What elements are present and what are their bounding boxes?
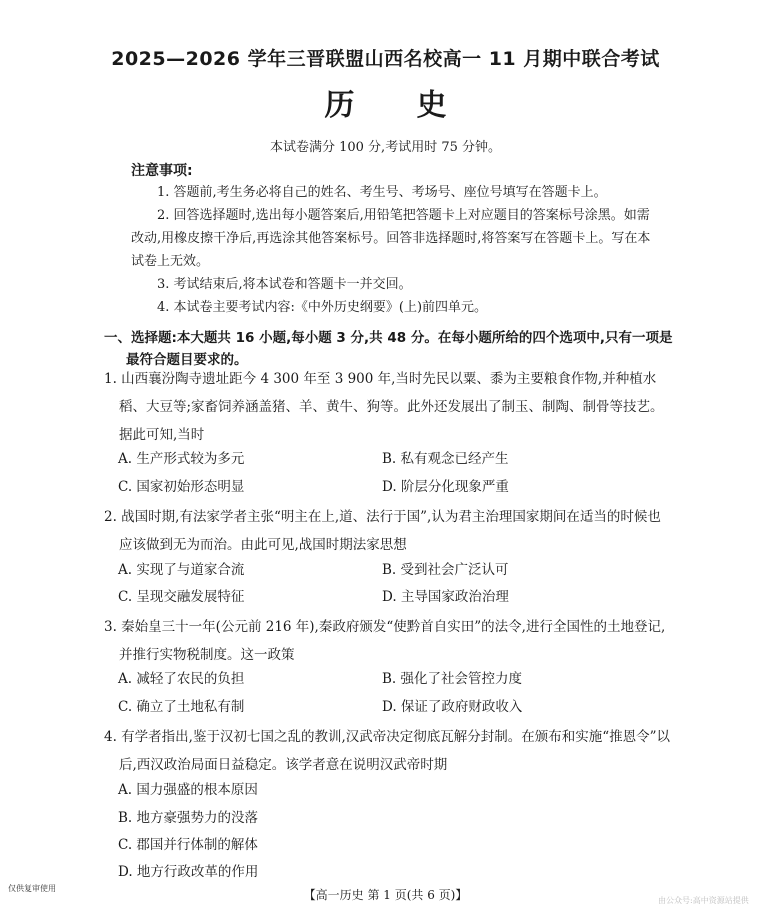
option-a: A. 实现了与道家合流 xyxy=(118,562,245,578)
exam-info: 本试卷满分 100 分,考试用时 75 分钟。 xyxy=(269,140,502,155)
notice-item: 2. 回答选择题时,选出每小题答案后,用铅笔把答题卡上对应题目的答案标号涂黑。如需改动,用橡皮擦干净后,再选涂其他答案标号。回答非选择题时,将答案写在答题卡上。写在本试卷上无效。 xyxy=(131,208,651,269)
option-c: C. 确立了土地私有制 xyxy=(118,699,245,715)
question-3 xyxy=(104,613,674,669)
option-d: D. 阶层分化现象严重 xyxy=(382,479,509,495)
question-stem: 2. 战国时期,有法家学者主张“明主在上,道、法行于国”,认为君主治理国家期间在适当的时候也应该做到无为而治。由此可见,战国时期法家思想 xyxy=(104,509,661,553)
option-a: A. 生产形式较为多元 xyxy=(118,451,245,467)
exam-title: 2025—2026 学年三晋联盟山西名校高一 11 月期中联合考试 xyxy=(111,48,660,70)
option-b: B. 私有观念已经产生 xyxy=(382,451,509,467)
question-stem: 1. 山西襄汾陶寺遗址距今 4 300 年至 3 900 年,当时先民以粟、黍为主要粮食作物,并种植水稻、大豆等;家畜饲养涵盖猪、羊、黄牛、狗等。此外还发展出了制玉、制陶、制骨等技艺。据此可知,当时 xyxy=(104,371,664,443)
notice-item: 3. 考试结束后,将本试卷和答题卡一并交回。 xyxy=(157,277,412,292)
option-b: B. 强化了社会管控力度 xyxy=(382,671,523,687)
section-heading-line1: 一、选择题:本大题共 16 小题,每小题 3 分,共 48 分。在每小题所给的四个选项中,只有一项是 xyxy=(104,330,673,346)
review-note: 仅供复审使用 xyxy=(8,884,56,893)
section-heading-line2: 最符合题目要求的。 xyxy=(126,352,248,368)
option-d: D. 保证了政府财政收入 xyxy=(382,699,523,715)
subject-title: 历史 xyxy=(324,88,509,123)
question-stem: 4. 有学者指出,鉴于汉初七国之乱的教训,汉武帝决定彻底瓦解分封制。在颁布和实施“推恩令”以后,西汉政治局面日益稳定。该学者意在说明汉武帝时期 xyxy=(104,729,671,773)
option-b: B. 地方豪强势力的没落 xyxy=(118,810,259,826)
question-stem: 3. 秦始皇三十一年(公元前 216 年),秦政府颁发“使黔首自实田”的法令,进行全国性的土地登记,并推行实物税制度。这一政策 xyxy=(104,619,666,663)
notice-list xyxy=(131,181,656,319)
notice-item: 1. 答题前,考生务必将自己的姓名、考生号、考场号、座位号填写在答题卡上。 xyxy=(157,185,607,200)
question-1 xyxy=(104,365,674,449)
watermark-text: 由公众号:高中资源站提供 xyxy=(658,896,749,905)
option-a: A. 减轻了农民的负担 xyxy=(118,671,245,687)
option-a: A. 国力强盛的根本原因 xyxy=(118,782,258,798)
notice-item: 4. 本试卷主要考试内容:《中外历史纲要》(上)前四单元。 xyxy=(157,300,488,315)
question-4 xyxy=(104,723,674,779)
option-d: D. 地方行政改革的作用 xyxy=(118,864,259,880)
option-d: D. 主导国家政治治理 xyxy=(382,589,509,605)
option-c: C. 国家初始形态明显 xyxy=(118,479,245,495)
page-footer: 【高一历史 第 1 页(共 6 页)】 xyxy=(303,888,468,902)
question-2 xyxy=(104,503,674,559)
option-b: B. 受到社会广泛认可 xyxy=(382,562,509,578)
option-c: C. 呈现交融发展特征 xyxy=(118,589,245,605)
notice-title: 注意事项: xyxy=(131,163,193,179)
option-c: C. 郡国并行体制的解体 xyxy=(118,837,258,853)
